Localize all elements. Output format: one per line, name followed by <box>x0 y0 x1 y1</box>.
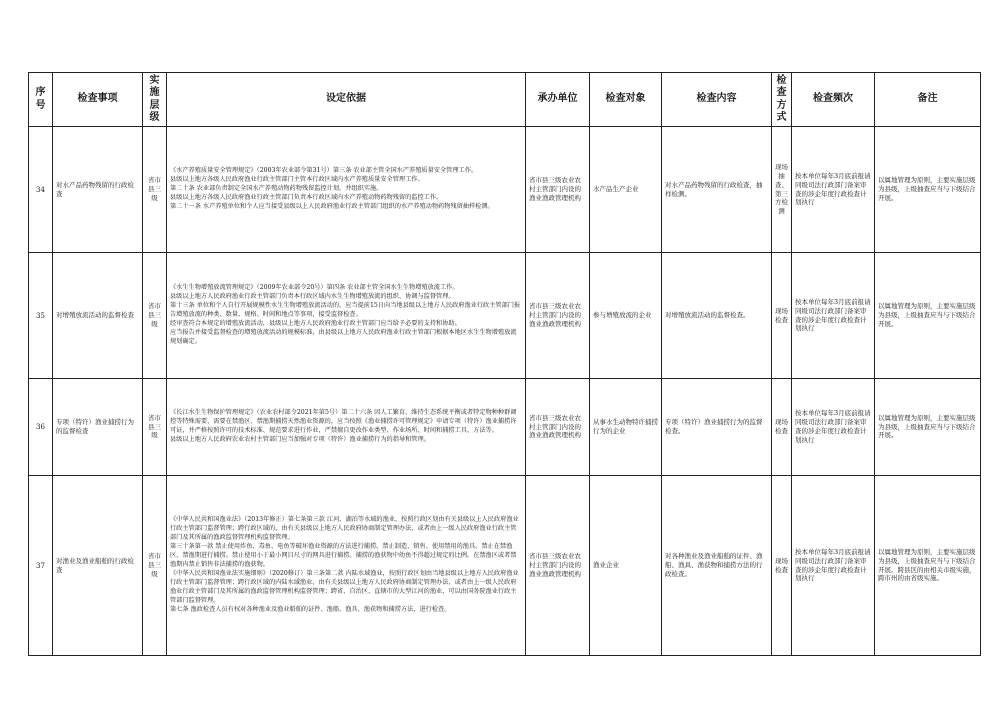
row-method: 现场检查 <box>772 476 792 656</box>
row-method: 现场检查 <box>772 253 792 379</box>
row-level: 省市县三级 <box>143 253 167 379</box>
table-row <box>29 253 981 379</box>
row-freq: 按本单位每年3月底前报请同级司法行政部门备案审查的涉企年度行政检查计划执行 <box>792 379 875 476</box>
row-item: 对水产品药物残留的行政检查 <box>53 127 143 253</box>
header-content: 检查内容 <box>662 73 772 127</box>
row-seq: 37 <box>29 476 53 656</box>
header-unit: 承办单位 <box>526 73 590 127</box>
basis-paragraph: 第二十条 农业部负责制定全国水产养殖动物药物残留监控计划，并组织实施。 <box>170 185 383 192</box>
row-target: 水产品生产企业 <box>590 127 662 253</box>
row-level: 省市县三级 <box>143 476 167 656</box>
header-item: 检查事项 <box>53 73 143 127</box>
row-notes: 以属地管理为原则，主要实施层级为县级，上级抽查应当与下级结合开展。跨县区的由相关市级实施，跨市州的由省级实施。 <box>875 476 981 656</box>
row-method: 现场检查 <box>772 379 792 476</box>
header-level-line2: 层级 <box>149 99 160 123</box>
header-level-line1: 实施 <box>149 74 160 98</box>
table-row <box>29 127 981 253</box>
header-method <box>772 73 792 127</box>
inspection-items-table <box>28 72 981 656</box>
row-target: 参与增殖放流的企业 <box>590 253 662 379</box>
header-seq: 序号 <box>29 73 53 127</box>
basis-paragraph: 第七条 渔政检查人员有权对各种渔业及渔业船舶的证件、渔船、渔具、渔获物和捕捞方法，进行检查。 <box>170 605 451 613</box>
basis-paragraph: 应当报告并接受监督检查的增殖放流活动的规模标准，由县级以上地方人民政府渔业行政主管部门根据本地区水生生物增殖放流规划确定。 <box>170 328 517 345</box>
row-method: 现场抽查、第三方检测 <box>772 127 792 253</box>
header-method-char: 查 <box>776 87 787 98</box>
row-seq: 36 <box>29 379 53 476</box>
basis-paragraph: 县级以上地方人民政府农业农村主管部门应当加强对专项（特许）渔业捕捞行为的指导和管理。 <box>170 435 430 443</box>
row-basis <box>167 127 526 253</box>
header-row <box>29 73 981 127</box>
row-item: 对增殖放流活动的监督检查 <box>53 253 143 379</box>
row-item: 专项（特许）渔业捕捞行为的监督检查 <box>53 379 143 476</box>
row-target: 从事水生动物特许捕捞行为的企业 <box>590 379 662 476</box>
row-level: 省市县三级 <box>143 127 167 253</box>
row-content: 对增殖放流活动的监督检查。 <box>662 253 772 379</box>
basis-paragraph: 经审查符合本规定的增殖放流活动，县级以上地方人民政府渔业行政主管部门应当给予必要的支持和协助。 <box>170 319 461 327</box>
row-target: 渔业企业 <box>590 476 662 656</box>
row-notes: 以属地管理为原则，主要实施层级为县级，上级抽查应当与下级结合开展。 <box>875 127 981 253</box>
row-level: 省市县三级 <box>143 379 167 476</box>
basis-paragraph: 第十三条 单位和个人自行开展规模性水生生物增殖放流活动的，应当提前15日向当地县级以上地方人民政府渔业行政主管部门报告增殖放流的种类、数量、规格、时间和地点等事项，接受监督检查。 <box>170 302 521 318</box>
row-basis <box>167 476 526 656</box>
row-basis <box>167 379 526 476</box>
row-notes: 以属地管理为原则，主要实施层级为县级，上级抽查应当与下级结合开展。 <box>875 253 981 379</box>
table-row <box>29 379 981 476</box>
table-row <box>29 476 981 656</box>
row-unit: 省市县三级农业农村主管部门内设的渔业渔政管理机构 <box>526 127 590 253</box>
header-target: 检查对象 <box>590 73 662 127</box>
header-freq: 检查频次 <box>792 73 875 127</box>
row-unit: 省市县三级农业农村主管部门内设的渔业渔政管理机构 <box>526 379 590 476</box>
basis-paragraph: 《中华人民共和国渔业法》（2013年修正）第七条第三款 江河、湖泊等水域的渔业，按照行政区划由有关县级以上人民政府渔业行政主管部门监督管理；跨行政区域的，由有关县级以上地方人民政府协商制定管理办法，或者由上一级人民政府渔业行政主管部门及其所属的渔政监督管理机构监督管理。 <box>170 516 519 542</box>
row-freq: 按本单位每年3月底前报请同级司法行政部门备案审查的涉企年度行政检查计划执行 <box>792 127 875 253</box>
basis-paragraph: 县级以上地方人民政府渔业行政主管部门负责本行政区域内水生生物增殖放流的组织、协调与监督管理。 <box>170 293 455 301</box>
row-unit: 省市县三级农业农村主管部门内设的渔业渔政管理机构 <box>526 476 590 656</box>
header-method-char: 式 <box>776 112 787 123</box>
header-notes: 备注 <box>875 73 981 127</box>
row-basis <box>167 253 526 379</box>
basis-paragraph: 《中华人民共和国渔业法实施细则》（2020修订）第三条第二款 内陆水域渔业，按照行政区划由当地县级以上地方人民政府渔业行政主管部门监督管理；跨行政区域的内陆水域渔业，由有关县级以上地方人民政府协商制定管理办法，或者由上一级人民政府渔业行政主管部门及其所属的渔政监督管理机构监督管理；跨省、自治区、直辖市的大型江河的渔业，可以由国务院渔业行政主管部门监督管理。 <box>170 569 519 604</box>
row-item: 对渔业及渔业船舶的行政检查 <box>53 476 143 656</box>
header-level <box>143 73 167 127</box>
basis-paragraph: 《水产养殖质量安全管理规定》（2003年农业部令第31号）第三条 农业部主管全国水产养殖质量安全管理工作。 <box>170 167 478 175</box>
row-notes: 以属地管理为原则，主要实施层级为县级，上级抽查应当与下级结合开展。 <box>875 379 981 476</box>
basis-paragraph: 县级以上地方各级人民政府渔业行政主管部门主管本行政区域内水产养殖质量安全管理工作。 <box>170 176 424 184</box>
basis-paragraph: 第二十一条 水产养殖单位和个人应当接受县级以上人民政府渔业行政主管部门组织的水产养殖动物药物残留抽样检测。 <box>170 202 494 210</box>
row-freq: 按本单位每年3月底前报请同级司法行政部门备案审查的涉企年度行政检查计划执行 <box>792 476 875 656</box>
row-content: 对水产品药物残留的行政检查，抽样检测。 <box>662 127 772 253</box>
row-content: 专项（特许）渔业捕捞行为的监督检查。 <box>662 379 772 476</box>
basis-paragraph: 《长江水生生物保护管理规定》（农业农村部令2021年第5号）第二十六条 因人工繁育、维持生态系统平衡或者特定物种种群调控等特殊需要，需要在禁渔区、禁渔期捕捞天然渔业资源的，应当按照《渔业捕捞许可管理规定》申请专项（特许）渔业捕捞许可证，并严格按照许可的技术标准、规范要求进行作业，严禁擅自更改作业类型、作业场所、时间和捕捞工具、方法等。 <box>170 409 517 434</box>
row-seq: 35 <box>29 253 53 379</box>
basis-paragraph: 第三十条第一款 禁止使用炸鱼、毒鱼、电鱼等破坏渔业资源的方法进行捕捞。禁止制造、销售、使用禁用的渔具。禁止在禁渔区、禁渔期进行捕捞。禁止使用小于最小网目尺寸的网具进行捕捞。捕捞的渔获物中幼鱼不得超过规定的比例。在禁渔区或者禁渔期内禁止销售非法捕捞的渔获物。 <box>170 543 517 568</box>
basis-paragraph: 《水生生物增殖放流管理规定》（2009年农业部令20号）第四条 农业部主管全国水生生物增殖放流工作。 <box>170 284 459 292</box>
header-method-char: 方 <box>776 99 787 111</box>
header-method-char: 检 <box>776 74 787 86</box>
row-content: 对各种渔业及渔业船舶的证件、渔船、渔具、渔获物和捕捞方法的行政检查。 <box>662 476 772 656</box>
row-seq: 34 <box>29 127 53 253</box>
row-unit: 省市县三级农业农村主管部门内设的渔业渔政管理机构 <box>526 253 590 379</box>
header-basis: 设定依据 <box>167 73 526 127</box>
row-freq: 按本单位每年3月底前报请同级司法行政部门备案审查的涉企年度行政检查计划执行 <box>792 253 875 379</box>
basis-paragraph: 县级以上地方各级人民政府渔业行政主管部门负责本行政区域内水产养殖动物药物残留的监控工作。 <box>170 193 443 201</box>
